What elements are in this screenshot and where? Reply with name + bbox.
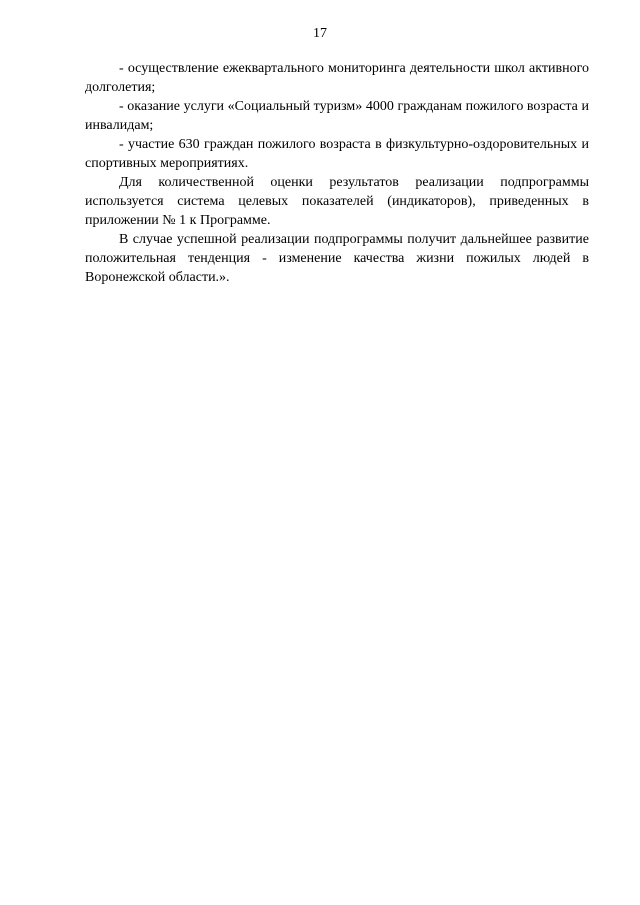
- paragraph-indicators: Для количественной оценки результатов реализации подпрограммы используется система целевых показателей (индикаторов), приведенных в приложении № 1 к Программе.: [85, 175, 589, 228]
- paragraph-monitoring: - осуществление ежеквартального мониторинга деятельности школ активного долголетия;: [85, 61, 589, 95]
- paragraph-social-tourism: - оказание услуги «Социальный туризм» 4000 гражданам пожилого возраста и инвалидам;: [85, 99, 589, 133]
- paragraph-outcome: В случае успешной реализации подпрограммы получит дальнейшее развитие положительная тенденция - изменение качества жизни пожилых людей в Воронежской области.».: [85, 232, 589, 285]
- paragraph-sports-participation: - участие 630 граждан пожилого возраста в физкультурно-оздоровительных и спортивных мероприятиях.: [85, 137, 589, 171]
- body-text: [85, 59, 589, 287]
- page-number: 17: [313, 26, 327, 41]
